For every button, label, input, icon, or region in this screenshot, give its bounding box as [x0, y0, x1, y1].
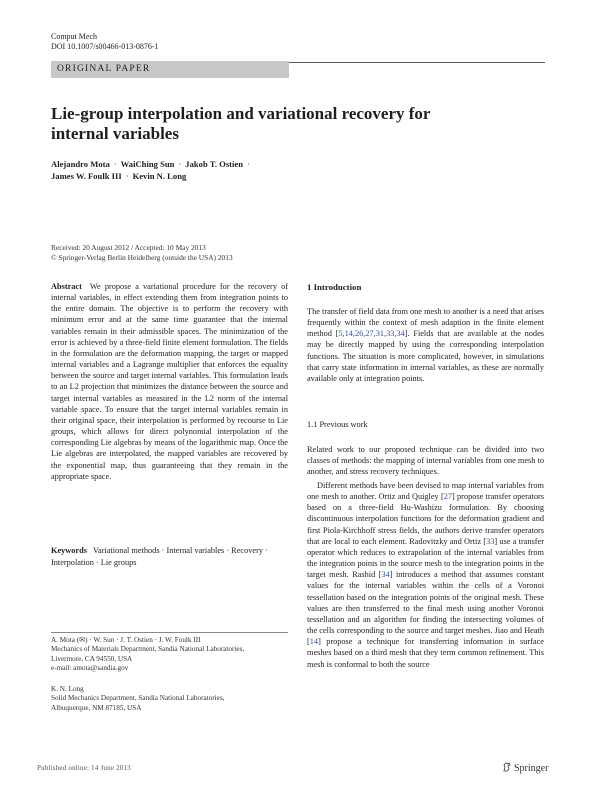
publisher-logo: Springer	[503, 762, 548, 774]
citation-link[interactable]: 33	[486, 536, 495, 546]
header-rule	[289, 62, 545, 63]
section-heading: 1 Introduction	[307, 282, 362, 292]
previous-work-paragraph-1: Related work to our proposed technique can be divided into two classes of methods: the mapping of internal variables from one mesh to another, and stress recovery techniques.	[307, 445, 544, 477]
abstract-text: We propose a variational procedure for the recovery of internal variables, in effect extending them from integration points to the entire domain. The objective is to perform the recovery with minimum error and at the same time guarantee that the internal variables remain in their admissible spaces. The minimization of the error is achieved by a three-field finite element formulation. The fields in the formulation are the deformation mapping, the target or mapped internal variables and a Lagrange multiplier that enforces the equality between the source and target internal variables. This formulation leads to an L2 projection that minimizes the distance between the source and target internal variables as measured in the L2 norm of the internal variable space. To ensure that the target internal variables remain in their original space, their interpolation is performed by recourse to Lie groups, which allows for direct polynomial interpolation of the corresponding Lie algebras by means of the logarithmic map. Once the Lie algebras are interpolated, the mapped variables are recovered by the exponential map, thus guaranteeing that they remain in the appropriate space.	[51, 282, 288, 481]
citation-link[interactable]: 5,14,26,27,31,33,34	[338, 329, 405, 339]
keywords-text: Variational methods · Internal variables · Recovery · Interpolation · Lie groups	[51, 546, 268, 567]
affiliation-rule	[51, 632, 288, 633]
dates-block	[51, 243, 233, 262]
author-line-1: Alejandro Mota · WaiChing Sun · Jakob T. Ostien ·	[51, 159, 250, 169]
author[interactable]: Jakob T. Ostien	[185, 159, 244, 169]
abstract	[51, 281, 288, 482]
citation-link[interactable]: 14	[309, 637, 319, 647]
paper-title: Lie-group interpolation and variational recovery for internal variables	[51, 104, 431, 143]
published-online: Published online: 14 June 2013	[37, 764, 131, 772]
springer-horse-icon	[503, 762, 511, 772]
author[interactable]: James W. Foulk III	[51, 171, 122, 181]
citation-link[interactable]: 34	[381, 570, 390, 580]
author-list	[51, 158, 351, 182]
author[interactable]: Alejandro Mota	[51, 159, 110, 169]
paper-type-banner: ORIGINAL PAPER	[57, 64, 151, 74]
citation-link[interactable]: 27	[443, 492, 453, 502]
affiliation-1: A. Mota (✉) · W. Sun · J. T. Ostien · J. W. Foulk III Mechanics of Materials Department, Sandia National Laboratories, Livermore, CA 94550, USA e-mail: amota@sandia.gov	[51, 636, 288, 673]
journal-name: Comput Mech	[51, 32, 97, 41]
author[interactable]: Kevin N. Long	[132, 171, 187, 181]
author-line-2: James W. Foulk III · Kevin N. Long	[51, 171, 187, 181]
received-accepted: Received: 20 August 2012 / Accepted: 10 May 2013	[51, 243, 206, 252]
abstract-label: Abstract	[51, 282, 82, 291]
doi[interactable]: DOI 10.1007/s00466-013-0876-1	[51, 42, 159, 51]
author[interactable]: WaiChing Sun	[120, 159, 175, 169]
keywords-label: Keywords	[51, 546, 87, 555]
keywords	[51, 545, 288, 568]
affiliation-2: K. N. Long Solid Mechanics Department, Sandia National Laboratories, Albuquerque, NM 87185, USA	[51, 685, 225, 712]
intro-paragraph-1: The transfer of field data from one mesh to another is a need that arises frequently within the context of mesh adaption in the finite element method [5,14,26,27,31,33,34]. Fields that are available at the nodes may be directly mapped by using the corresponding interpolation functions. The situation is more complicated, however, in simulations that carry state information in internal variables, as these are normally available only at integration points.	[307, 307, 544, 383]
copyright: © Springer-Verlag Berlin Heidelberg (outside the USA) 2013	[51, 252, 233, 262]
email-link[interactable]: e-mail: amota@sandia.gov	[51, 663, 129, 672]
subsection-heading: 1.1 Previous work	[307, 420, 368, 429]
previous-work-paragraph-2: Different methods have been devised to map internal variables from one mesh to another. Ortiz and Quigley [27] propose transfer operators based on a three-field Hu-Washizu formulation. By choosing discontinuous interpolation functions for the deformation gradient and first Piola-Kirchhoff stress fields, the authors derive transfer operators that are local to each element. Radovitzky and Ortiz [33] use a transfer operator which reduces to extrapolation of the internal variables from the integration points in the source mesh to the integration points in the target mesh. Rashid [34] introduces a method that assumes constant values for the internal variables within the cells of a Voronoi tessellation based on the integration points of the original mesh. These values are then transferred to the final mesh using another Voronoi tessellation and an algorithm for finding the intersecting volumes of the cells corresponding to the source and target meshes. Jiao and Heath [14] propose a technique for transferring information in surface meshes based on a third mesh that they term common refinement. This mesh is conformal to both the source	[307, 481, 545, 669]
